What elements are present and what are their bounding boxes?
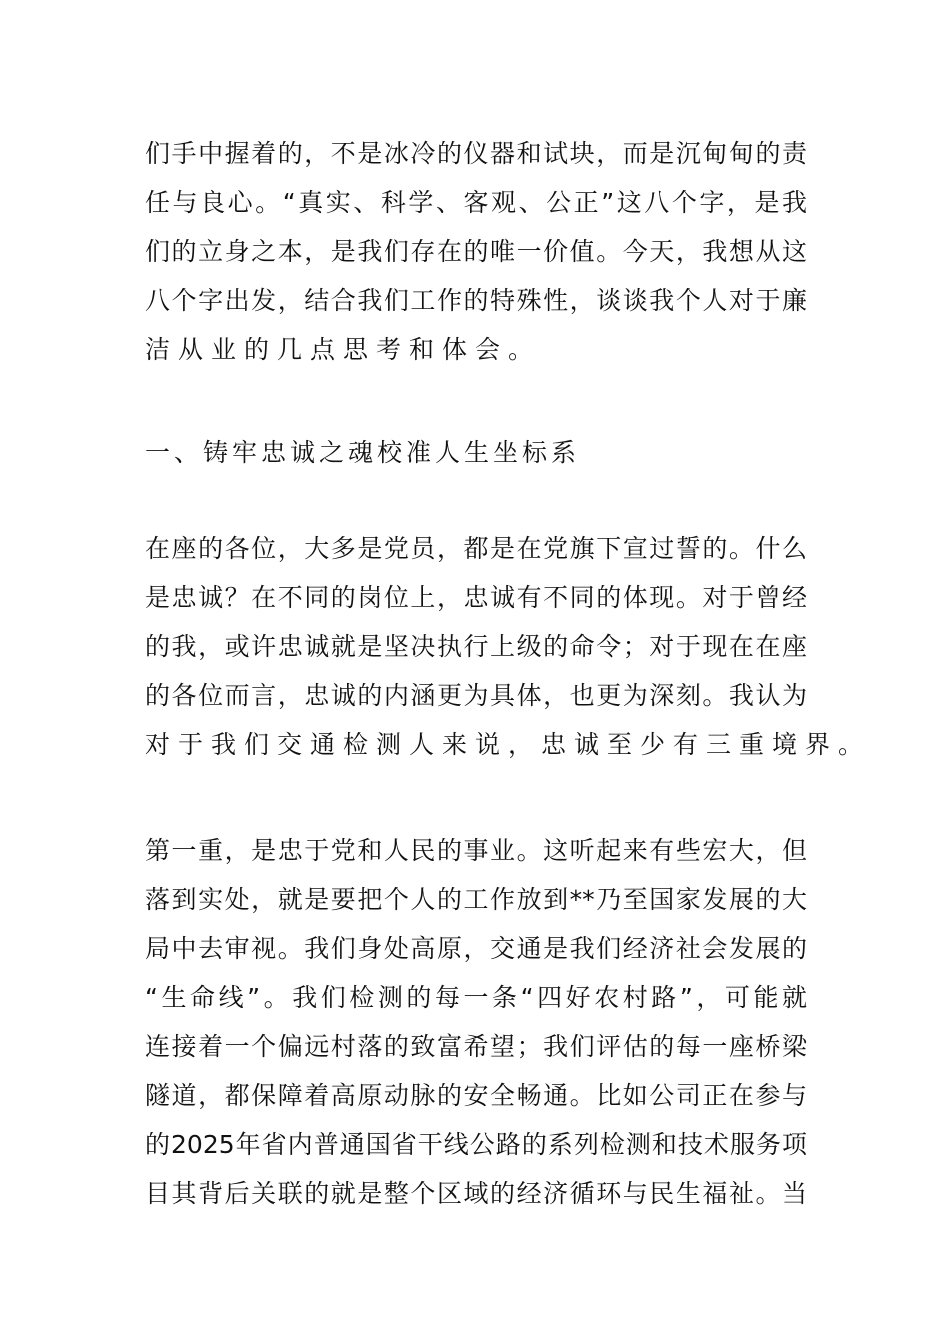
text-line: 隧道，都保障着高原动脉的安全畅通。比如公司正在参与	[145, 1081, 807, 1110]
text-line: 第一重，是忠于党和人民的事业。这听起来有些宏大，但	[145, 836, 807, 865]
text-line: 们手中握着的，不是冰冷的仪器和试块，而是沉甸甸的责	[145, 139, 807, 168]
text-line: 对于我们交通检测人来说，忠诚至少有三重境界。	[145, 730, 872, 759]
text-line: 的2025年省内普通国省干线公路的系列检测和技术服务项	[145, 1130, 807, 1159]
text-line: 们的立身之本，是我们存在的唯一价值。今天，我想从这	[145, 237, 807, 266]
text-line: 落到实处，就是要把个人的工作放到**乃至国家发展的大	[145, 885, 807, 914]
heading-text: 一、铸牢忠诚之魂校准人生坐标系	[145, 438, 581, 467]
text-line: 连接着一个偏远村落的致富希望；我们评估的每一座桥梁	[145, 1032, 807, 1061]
text-line: 目其背后关联的就是整个区域的经济循环与民生福祉。当	[145, 1179, 807, 1208]
paragraph-intro-continued	[145, 129, 807, 374]
text-line: 八个字出发，结合我们工作的特殊性，谈谈我个人对于廉	[145, 286, 807, 315]
text-line: 局中去审视。我们身处高原，交通是我们经济社会发展的	[145, 934, 807, 963]
paragraph-first-level	[145, 826, 807, 1218]
text-line: 是忠诚？在不同的岗位上，忠诚有不同的体现。对于曾经	[145, 583, 807, 612]
text-line: 在座的各位，大多是党员，都是在党旗下宣过誓的。什么	[145, 534, 807, 563]
section-heading	[145, 428, 807, 477]
text-line: 洁从业的几点思考和体会。	[145, 335, 542, 364]
text-line: “生命线”。我们检测的每一条“四好农村路”，可能就	[145, 983, 807, 1012]
text-line: 的各位而言，忠诚的内涵更为具体，也更为深刻。我认为	[145, 681, 807, 710]
paragraph-loyalty	[145, 524, 872, 769]
text-line: 的我，或许忠诚就是坚决执行上级的命令；对于现在在座	[145, 632, 807, 661]
text-line: 任与良心。“真实、科学、客观、公正”这八个字，是我	[145, 188, 807, 217]
